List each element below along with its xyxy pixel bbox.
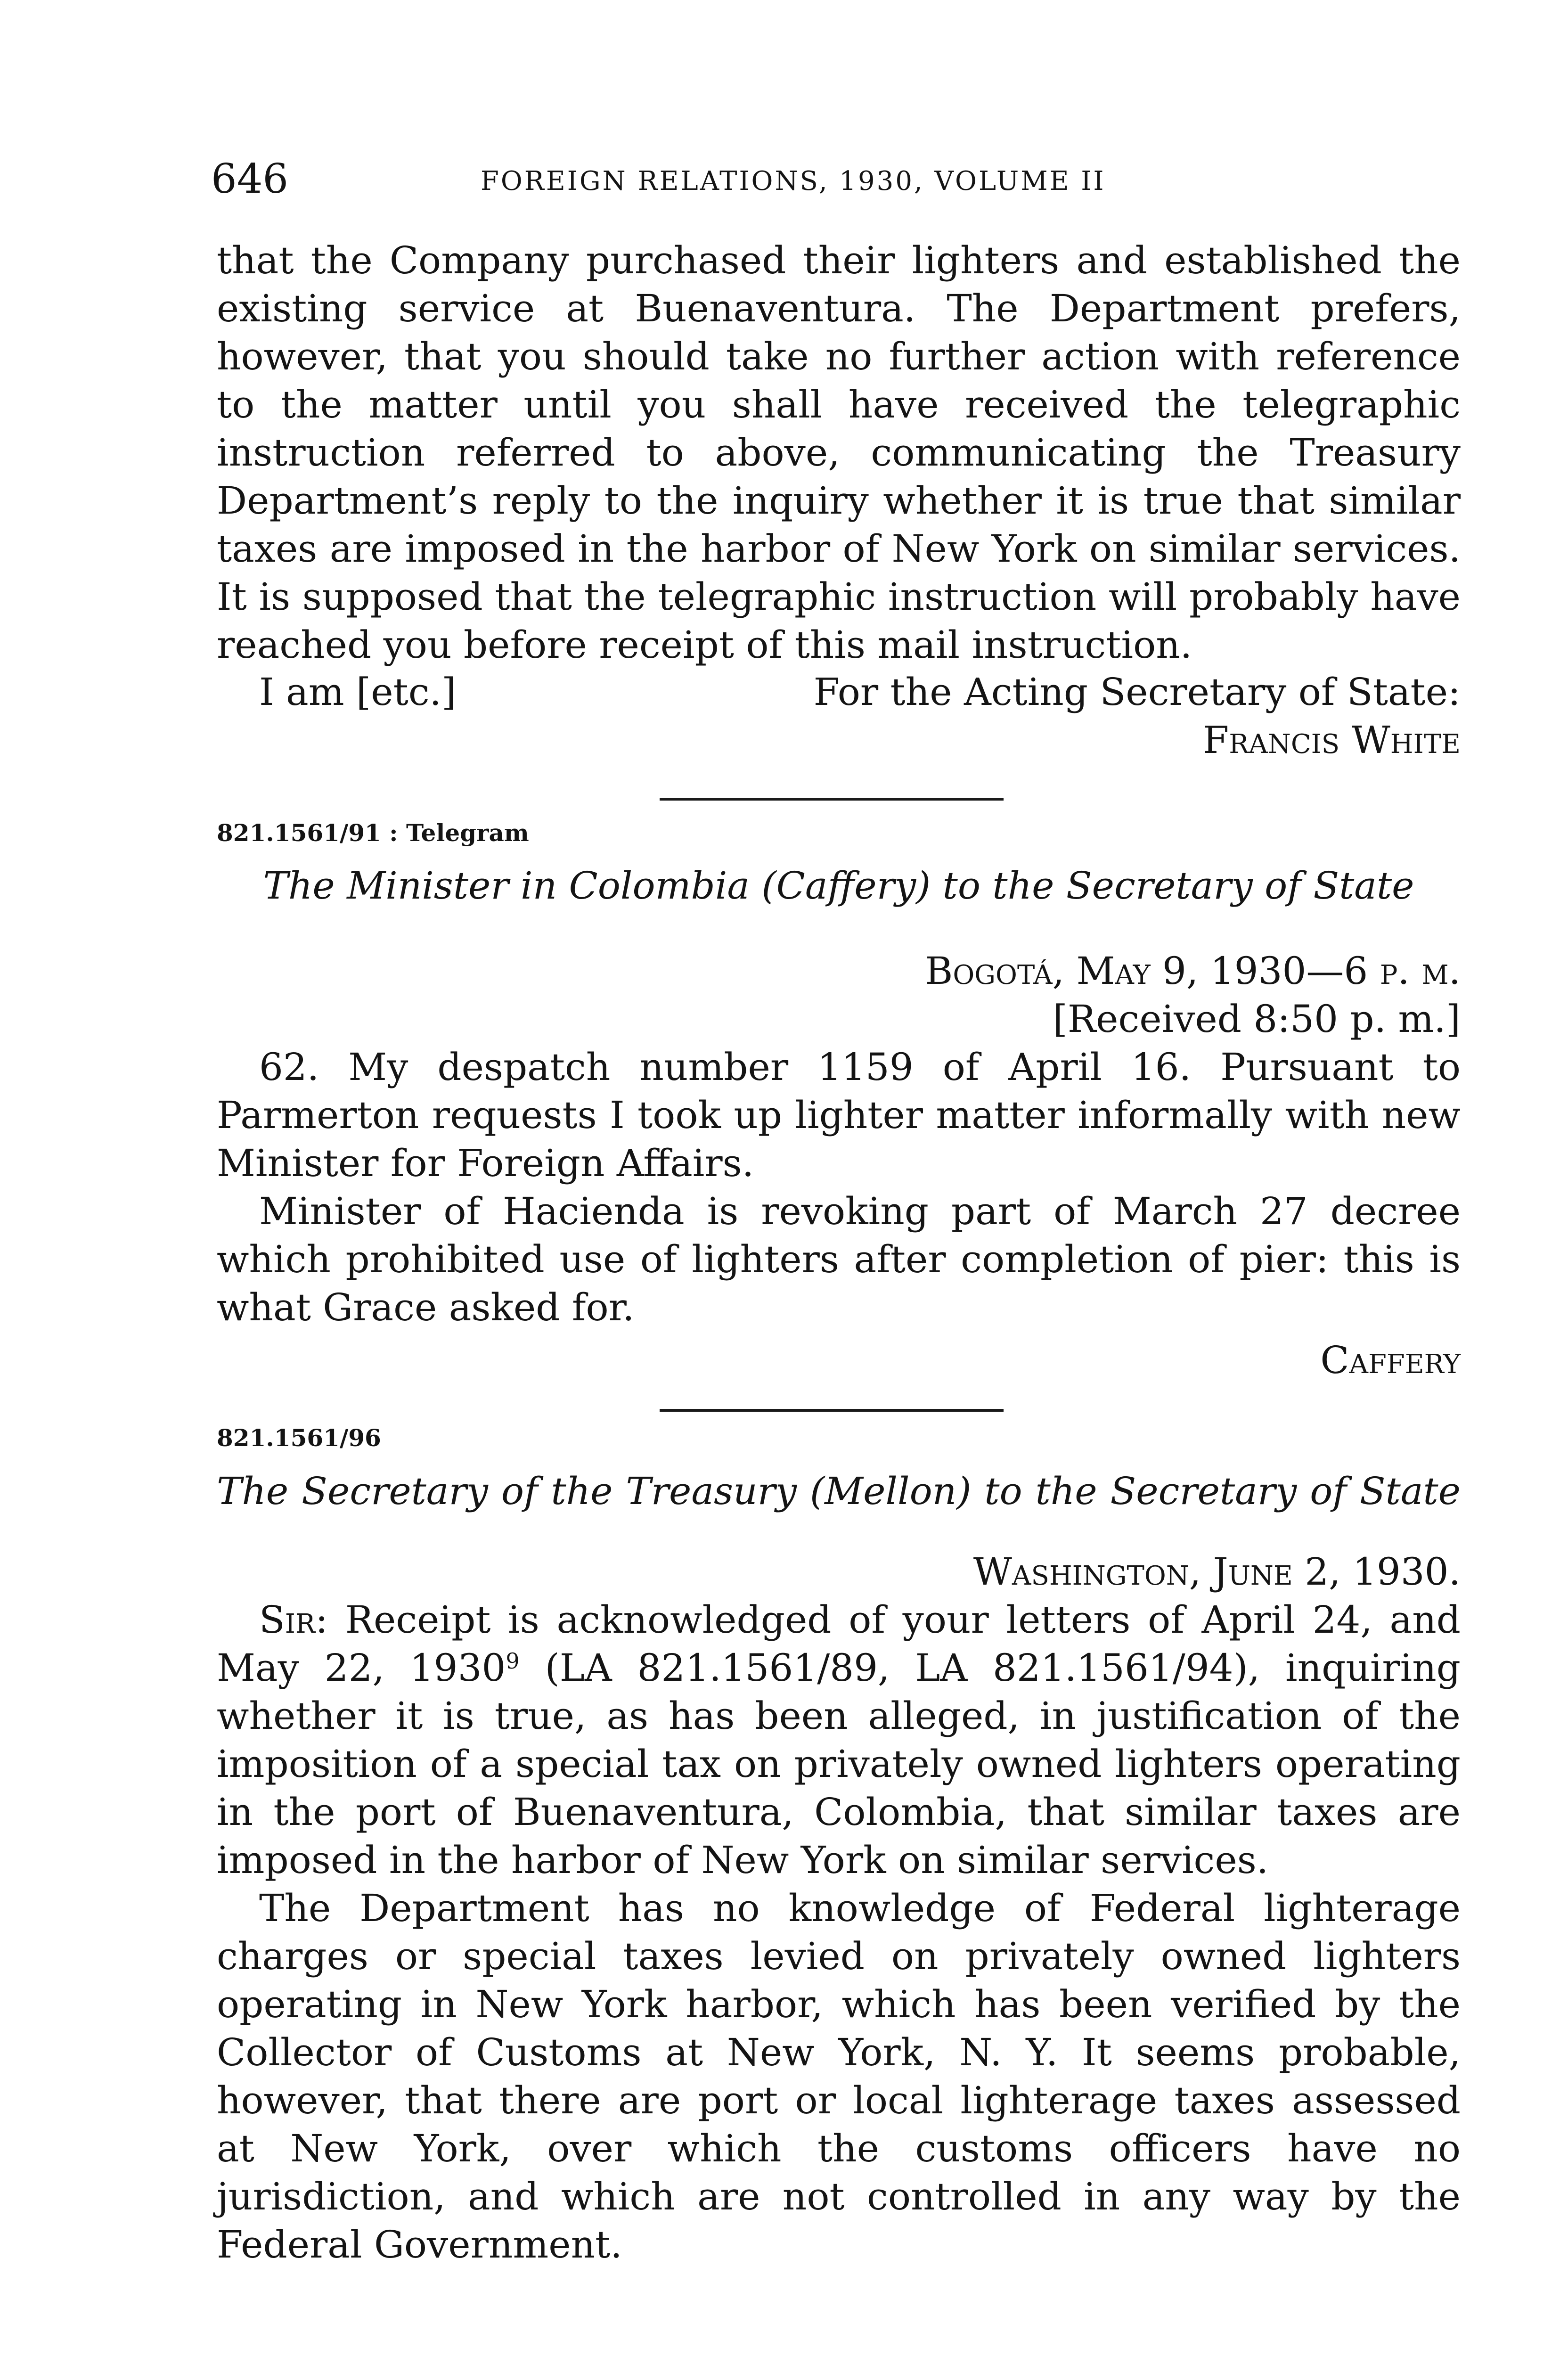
letter-paragraph: Sir: Receipt is acknowledged of your letters of April 24, and May 22, 1930$^9$ (LA 821.1561/89, LA 821.1561/94), inquiring whether it is true, as has been alleged, in justification of the imposition of a special tax on privately owned lighters operating in the port of Buenaventura, Colombia, that similar taxes are imposed in the harbor of New York on similar services. [217,1598,1461,1882]
signoff-line: For the Acting Secretary of State: [813,670,1461,714]
section-divider [660,1409,1004,1412]
page-number: 646 [211,155,289,203]
signature-caffery: Caffery [1320,1338,1461,1382]
footnote-reference[interactable]: 9 [506,1648,520,1674]
closing-row [259,668,1461,716]
received-note: [Received 8:50 p. m.] [1053,997,1461,1041]
continuation-text: that the Company purchased their lighters and established the existing service at Buenaventura. The Department prefers, however, that you should take no further action with reference to the matter until you shall have received the telegraphic instruction referred to above, communicating the Treasury Department’s reply to the inquiry whether it is true that similar taxes are imposed in the harbor of New York on similar services. It is supposed that the telegraphic instruction will probably have reached you before receipt of this mail instruction. [217,238,1461,667]
telegram-body [217,947,1461,1384]
telegram-paragraph: 62. My despatch number 1159 of April 16. Pursuant to Parmerton requests I took up lighter matter informally with new Minister for Foreign Affairs. [217,1045,1461,1185]
letter-paragraph: The Department has no knowledge of Federal lighterage charges or special taxes levied on privately owned lighters operating in New York harbor, which has been verified by the Collector of Customs at New York, N. Y. It seems probable, however, that there are port or local lighterage taxes assessed at New York, over which the customs officers have no jurisdiction, and which are not controlled in any way by the Federal Government. [217,1886,1461,2266]
letter-body [217,1548,1461,2269]
salutation: Sir: [259,1598,328,1642]
dateline: Washington, June 2, 1930. [973,1550,1461,1594]
document-title: The Secretary of the Treasury (Mellon) to the Secretary of State [217,1469,1461,1513]
continuation-paragraph [217,237,1461,669]
telegram-paragraph: Minister of Hacienda is revoking part of March 27 decree which prohibited use of lighters after completion of pier: this is what Grace asked for. [217,1189,1461,1329]
section-divider [660,798,1004,801]
running-title: FOREIGN RELATIONS, 1930, VOLUME II [481,166,1106,196]
signer-francis-white: Francis White [1202,718,1461,762]
file-number: 821.1561/91 : Telegram [217,819,529,847]
document-title: The Minister in Colombia (Caffery) to the Secretary of State [263,864,1414,908]
closing: I am [etc.] [259,670,457,714]
dateline: Bogotá, May 9, 1930—6 p. m. [925,949,1461,993]
file-number: 821.1561/96 [217,1424,381,1452]
